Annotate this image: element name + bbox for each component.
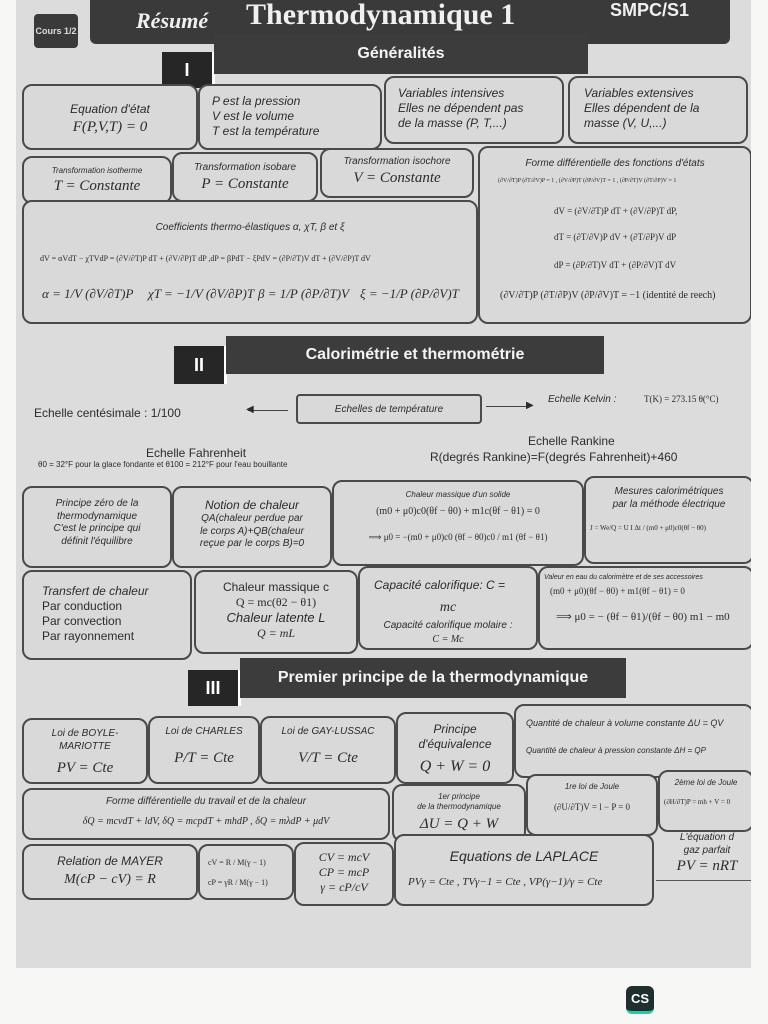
coefficients-label: Coefficients thermo-élastiques α, χT, β et ξ	[155, 222, 345, 233]
scales-label: Echelles de température	[334, 404, 444, 415]
capacite-line-4: C = Mc	[432, 634, 464, 645]
gay-lussac-eq: V/T = Cte	[298, 750, 358, 766]
arrow-left	[248, 410, 288, 411]
centesimal-label: Echelle centésimale : 1/100	[34, 406, 181, 420]
pvt-line-2: V est le volume	[212, 109, 295, 123]
premier-principe-eq: ΔU = Q + W	[419, 816, 499, 832]
mesure-line-1: Mesures calorimétriques	[614, 486, 724, 497]
capacite-line-1: Capacité calorifique: C =	[374, 578, 506, 592]
chi-eq: χT = −1/V (∂V/∂P)T	[148, 286, 255, 301]
section-2-title-bar	[226, 336, 604, 374]
equivalence-eq: Q + W = 0	[419, 758, 491, 775]
pvt-line-1: P est la pression	[212, 94, 301, 108]
isobare-label: Transformation isobare	[193, 162, 297, 173]
eau-label: Valeur en eau du calorimètre et de ses accessoires	[544, 574, 703, 581]
travail-eq: δQ = mcvdT + ldV, δQ = mcpdT + mhdP , δQ = mλdP + μdV	[82, 816, 330, 827]
section-3-number	[188, 670, 241, 706]
joule-2-box	[658, 770, 751, 832]
zero-line-1: Principe zéro de la	[55, 498, 139, 509]
header-badge	[34, 14, 78, 48]
mesure-box	[584, 476, 751, 564]
intensive-line-2: Elles ne dépendent pas	[398, 101, 524, 115]
premier-principe-label-2: de la thermodynamique	[417, 802, 501, 811]
travail-label: Forme différentielle du travail et de la chaleur	[105, 796, 307, 807]
isochore-label: Transformation isochore	[343, 156, 451, 167]
section-3-number-text: III	[205, 677, 221, 698]
laplace-label: Equations de LAPLACE	[449, 848, 599, 864]
eau-box	[538, 566, 751, 650]
laplace-box	[394, 834, 654, 906]
joule-2-eq: (∂H/∂T)P = mh + V = 0	[664, 798, 731, 806]
transfert-box	[22, 570, 192, 660]
capacite-p: CP = mcP	[318, 865, 370, 879]
mesure-line-2: par la méthode électrique	[612, 498, 726, 510]
section-1-number-text: I	[184, 59, 190, 80]
joule-1-eq: (∂U/∂T)V = l − P = 0	[553, 802, 631, 812]
section-2-number-text: II	[193, 354, 204, 375]
zero-line-2: thermodynamique	[56, 510, 138, 522]
scales-box	[296, 394, 482, 424]
joule-1-label: 1re loi de Joule	[564, 782, 620, 791]
camscanner-logo-text: CS	[630, 991, 650, 1006]
isochore-box	[320, 148, 474, 198]
charles-eq: P/T = Cte	[174, 750, 234, 766]
gamma-eq: γ = cP/cV	[320, 880, 368, 894]
notion-line-1: Notion de chaleur	[204, 498, 300, 512]
premier-principe-label-1: 1er principe	[438, 792, 480, 801]
boyle-line-1: Loi de BOYLE-	[51, 728, 119, 739]
boyle-line-2: MARIOTTE	[59, 740, 111, 752]
transfert-line-4: Par rayonnement	[42, 629, 135, 643]
fahrenheit-label: Echelle Fahrenheit	[146, 446, 247, 460]
transfert-line-2: Par conduction	[42, 599, 123, 613]
isotherme-eq: T = Constante	[53, 178, 141, 194]
isochore-eq: V = Constante	[353, 170, 441, 186]
kelvin-label: Echelle Kelvin :	[548, 394, 617, 405]
cmass-line-1: Chaleur massique c	[222, 580, 330, 594]
arrow-right	[486, 406, 530, 407]
section-3-title-bar	[240, 658, 626, 698]
notion-line-3: le corps A)+QB(chaleur	[200, 525, 304, 537]
boyle-eq: PV = Cte	[56, 760, 114, 776]
rankine-label: Echelle Rankine	[528, 434, 615, 448]
coefficients-box	[22, 200, 478, 324]
differential-line-1: (∂V/∂T)P (∂T/∂V)P = 1 , (∂V/∂P)T (∂P/∂V)T = 1 , (∂P/∂T)V (∂T/∂P)V = 1	[498, 178, 677, 184]
header-badge-text: Cours 1/2	[35, 26, 77, 36]
charles-box	[148, 716, 260, 784]
etat-box	[22, 84, 198, 150]
isobare-box	[172, 152, 318, 202]
differential-box	[478, 146, 751, 324]
etat-equation: F(P,V,T) = 0	[72, 119, 148, 135]
mesure-eq: J = We/Q = U I Δt / (m0 + μ0)c0(θf − θ0)	[590, 524, 706, 532]
solid-eq-1: (m0 + μ0)c0(θf − θ0) + m1c(θf − θ1) = 0	[376, 506, 540, 517]
section-1-title: Généralités	[357, 45, 445, 62]
zero-line-3: C'est le principe qui	[53, 523, 141, 534]
extensive-line-2: Elles dépendent de la	[584, 101, 700, 115]
eau-eq-2: ⟹ μ0 = − (θf − θ1)/(θf − θ0) m1 − m0	[556, 611, 730, 623]
zero-box	[22, 486, 172, 568]
equivalence-box	[396, 712, 514, 784]
header-tag: SMPC/S1	[610, 0, 690, 20]
coefficients-line-1: dV = αVdT − χTVdP = (∂V/∂T)P dT + (∂V/∂P)T dP ,dP = βPdT − ξPdV = (∂P/∂T)V dT + (∂V/∂P)T dV	[40, 254, 371, 263]
capacite-line-2: mc	[439, 600, 457, 615]
rankine-eq: R(degrés Rankine)=F(degrés Fahrenheit)+460	[430, 450, 678, 464]
beta-eq: β = 1/P (∂P/∂T)V	[258, 286, 350, 301]
differential-label: Forme différentielle des fonctions d'états	[525, 158, 705, 169]
equivalence-line-2: d'équivalence	[418, 737, 492, 751]
resume-label: Résumé	[136, 8, 209, 33]
equivalence-line-1: Principe	[433, 722, 477, 736]
intensive-line-1: Variables intensives	[398, 86, 505, 100]
document-sheet	[16, 0, 751, 968]
cmass-box	[194, 570, 358, 654]
capacites-box	[294, 842, 394, 906]
cmass-line-3: Chaleur latente L	[226, 610, 326, 625]
section-2-title: Calorimétrie et thermométrie	[305, 346, 525, 363]
cmass-line-4: Q = mL	[256, 626, 296, 641]
travail-box	[22, 788, 390, 840]
notion-box	[172, 486, 332, 568]
gay-lussac-label: Loi de GAY-LUSSAC	[281, 726, 375, 737]
mayer-box	[22, 844, 198, 900]
extensive-box	[568, 76, 748, 144]
arrow-left-head: ◀	[246, 404, 254, 415]
joule-2-label: 2ème loi de Joule	[674, 778, 738, 787]
underline	[656, 880, 751, 881]
qv-text: Quantité de chaleur à volume constante ΔU = QV	[526, 718, 724, 728]
charles-label: Loi de CHARLES	[165, 726, 243, 737]
laplace-eq: PVγ = Cte , TVγ−1 = Cte , VP(γ−1)/γ = Cte	[408, 876, 603, 888]
qp-text: Quantité de chaleur à pression constante ΔH = QP	[526, 746, 706, 755]
capacite-line-3: Capacité calorifique molaire :	[383, 620, 513, 631]
transfert-line-3: Par convection	[42, 614, 122, 628]
gaz-parfait-text	[662, 832, 751, 876]
cmass-line-2: Q = mc(θ2 − θ1)	[235, 595, 317, 609]
reech-eq: (∂V/∂T)P (∂T/∂P)V (∂P/∂V)T = −1 (identité de reech)	[500, 290, 716, 301]
section-3-title: Premier principe de la thermodynamique	[277, 669, 589, 686]
mayer-label: Relation de MAYER	[57, 854, 163, 868]
solid-eq-2: ⟹ μ0 = −(m0 + μ0)c0 (θf − θ0)c0 / m1 (θf − θ1)	[368, 532, 548, 542]
section-2-number	[174, 346, 227, 384]
notion-line-2: QA(chaleur perdue par	[201, 513, 303, 524]
notion-line-4: reçue par le corps B)=0	[199, 538, 305, 549]
dT-eq: dT = (∂T/∂V)P dV + (∂T/∂P)V dP	[554, 232, 677, 242]
transfert-line-1: Transfert de chaleur	[42, 584, 149, 598]
cp-eq: cP = γR / M(γ − 1)	[208, 878, 268, 887]
gay-lussac-box	[260, 716, 396, 784]
fahrenheit-desc: θ0 = 32°F pour la glace fondante et θ100 = 212°F pour l'eau bouillante	[38, 460, 288, 469]
isotherme-box	[22, 156, 172, 204]
isobare-eq: P = Constante	[201, 176, 289, 192]
joule-1-box	[526, 774, 658, 836]
section-1-number	[162, 52, 215, 88]
zero-line-4: définit l'équilibre	[61, 535, 133, 547]
cv-cp-box	[198, 844, 294, 900]
capacite-box	[358, 566, 538, 650]
camscanner-logo	[626, 986, 654, 1014]
dP-eq: dP = (∂P/∂T)V dT + (∂P/∂V)T dV	[554, 260, 677, 270]
mayer-eq: M(cP − cV) = R	[64, 872, 156, 887]
kelvin-eq: T(K) = 273.15 θ(°C)	[644, 394, 719, 404]
intensive-line-3: de la masse (P, T,...)	[398, 116, 507, 130]
pvt-box	[198, 84, 382, 150]
eau-eq-1: (m0 + μ0)(θf − θ0) + m1(θf − θ1) = 0	[550, 586, 685, 596]
page-title: Thermodynamique 1	[246, 0, 516, 31]
etat-label: Equation d'état	[70, 102, 150, 116]
gaz-parfait-line-1: L'équation d	[679, 832, 735, 843]
dV-eq: dV = (∂V/∂T)P dT + (∂V/∂P)T dP,	[554, 206, 678, 216]
xi-eq: ξ = −1/P (∂P/∂V)T	[360, 286, 459, 301]
gaz-parfait-eq: PV = nRT	[676, 858, 738, 874]
section-1-title-bar	[214, 34, 588, 74]
isotherme-label: Transformation isotherme	[51, 166, 143, 175]
pvt-line-3: T est la température	[212, 124, 320, 138]
gaz-parfait-line-2: gaz parfait	[683, 844, 731, 856]
capacite-v: CV = mcV	[318, 850, 370, 864]
boyle-box	[22, 718, 148, 784]
alpha-eq: α = 1/V (∂V/∂T)P	[42, 286, 134, 301]
extensive-line-1: Variables extensives	[584, 86, 694, 100]
arrow-right-head: ▶	[526, 400, 534, 411]
intensive-box	[384, 76, 564, 144]
cv-eq: cV = R / M(γ − 1)	[208, 858, 266, 867]
solid-label: Chaleur massique d'un solide	[405, 490, 511, 499]
quantite-box	[514, 704, 751, 778]
extensive-line-3: masse (V, U,...)	[584, 116, 667, 130]
solid-box	[332, 480, 584, 566]
